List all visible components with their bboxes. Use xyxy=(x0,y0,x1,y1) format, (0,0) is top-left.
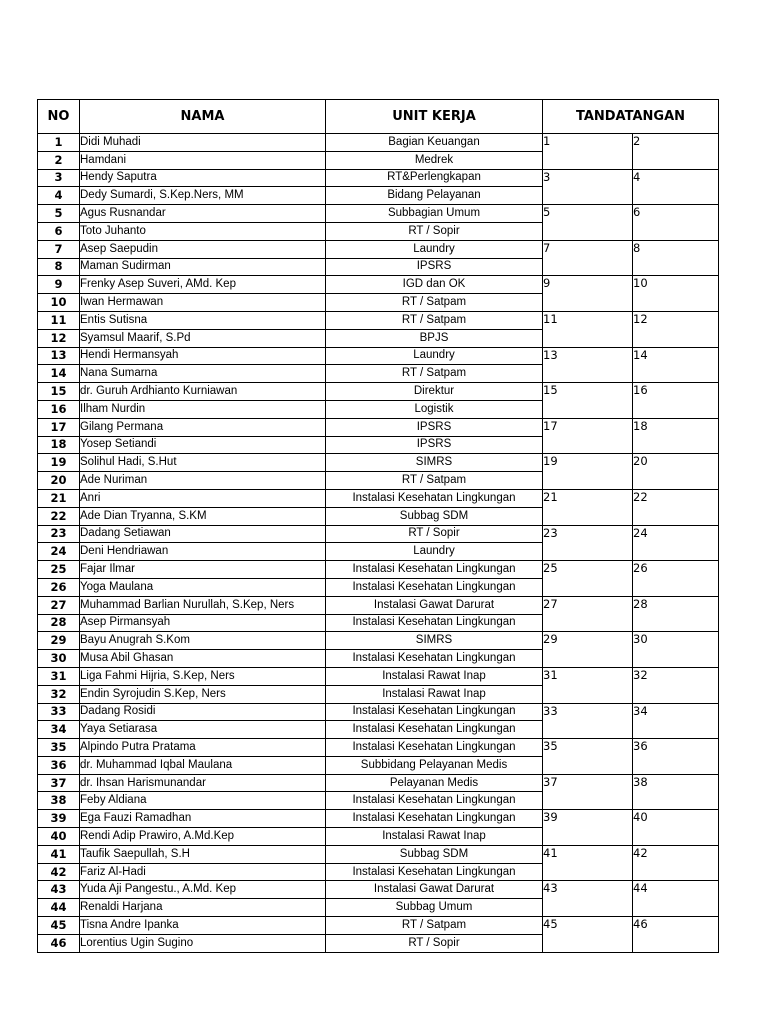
row-number: 19 xyxy=(38,454,80,472)
signature-cell[interactable]: 15 xyxy=(543,383,633,419)
row-name: Dadang Rosidi xyxy=(80,703,326,721)
row-name: Renaldi Harjana xyxy=(80,899,326,917)
signature-cell[interactable]: 40 xyxy=(633,810,719,846)
row-name: Muhammad Barlian Nurullah, S.Kep, Ners xyxy=(80,596,326,614)
row-number: 25 xyxy=(38,561,80,579)
table-row xyxy=(38,134,719,152)
row-number: 20 xyxy=(38,472,80,490)
row-name: Feby Aldiana xyxy=(80,792,326,810)
table-row xyxy=(38,347,719,365)
signature-cell[interactable]: 8 xyxy=(633,240,719,276)
row-number: 1 xyxy=(38,134,80,152)
table-row xyxy=(38,845,719,863)
row-number: 16 xyxy=(38,400,80,418)
signature-cell[interactable]: 29 xyxy=(543,632,633,668)
row-unit-kerja: RT / Sopir xyxy=(326,525,543,543)
signature-cell[interactable]: 22 xyxy=(633,489,719,525)
signature-cell[interactable]: 30 xyxy=(633,632,719,668)
row-unit-kerja: Instalasi Kesehatan Lingkungan xyxy=(326,863,543,881)
row-unit-kerja: Pelayanan Medis xyxy=(326,774,543,792)
signature-cell[interactable]: 16 xyxy=(633,383,719,419)
row-name: Nana Sumarna xyxy=(80,365,326,383)
row-name: Toto Juhanto xyxy=(80,222,326,240)
table-body xyxy=(38,134,719,953)
signature-cell[interactable]: 9 xyxy=(543,276,633,312)
header-unit-kerja: UNIT KERJA xyxy=(326,100,543,134)
header-tandatangan: TANDATANGAN xyxy=(543,100,719,134)
row-unit-kerja: Instalasi Kesehatan Lingkungan xyxy=(326,489,543,507)
row-name: Fariz Al-Hadi xyxy=(80,863,326,881)
row-unit-kerja: Instalasi Kesehatan Lingkungan xyxy=(326,721,543,739)
row-name: Liga Fahmi Hijria, S.Kep, Ners xyxy=(80,667,326,685)
row-number: 46 xyxy=(38,934,80,952)
row-number: 31 xyxy=(38,667,80,685)
signature-cell[interactable]: 28 xyxy=(633,596,719,632)
row-name: Bayu Anugrah S.Kom xyxy=(80,632,326,650)
row-name: Asep Pirmansyah xyxy=(80,614,326,632)
row-unit-kerja: Instalasi Rawat Inap xyxy=(326,828,543,846)
row-number: 12 xyxy=(38,329,80,347)
row-number: 32 xyxy=(38,685,80,703)
row-name: Entis Sutisna xyxy=(80,311,326,329)
row-number: 42 xyxy=(38,863,80,881)
row-name: Tisna Andre Ipanka xyxy=(80,917,326,935)
row-unit-kerja: IPSRS xyxy=(326,436,543,454)
signature-cell[interactable]: 42 xyxy=(633,845,719,881)
row-number: 10 xyxy=(38,294,80,312)
row-number: 8 xyxy=(38,258,80,276)
row-unit-kerja: SIMRS xyxy=(326,454,543,472)
table-row xyxy=(38,632,719,650)
header-no: NO xyxy=(38,100,80,134)
row-name: Musa Abil Ghasan xyxy=(80,650,326,668)
signature-cell[interactable]: 13 xyxy=(543,347,633,383)
row-number: 27 xyxy=(38,596,80,614)
row-name: Didi Muhadi xyxy=(80,134,326,152)
row-unit-kerja: Instalasi Rawat Inap xyxy=(326,667,543,685)
signature-cell[interactable]: 46 xyxy=(633,917,719,953)
table-row xyxy=(38,240,719,258)
row-number: 45 xyxy=(38,917,80,935)
row-unit-kerja: Subbagian Umum xyxy=(326,205,543,223)
row-name: Endin Syrojudin S.Kep, Ners xyxy=(80,685,326,703)
row-unit-kerja: Instalasi Kesehatan Lingkungan xyxy=(326,614,543,632)
row-number: 39 xyxy=(38,810,80,828)
row-name: Hendy Saputra xyxy=(80,169,326,187)
signature-cell[interactable]: 5 xyxy=(543,205,633,241)
row-name: Gilang Permana xyxy=(80,418,326,436)
signature-cell[interactable]: 25 xyxy=(543,561,633,597)
row-name: Asep Saepudin xyxy=(80,240,326,258)
row-name: Anri xyxy=(80,489,326,507)
row-number: 17 xyxy=(38,418,80,436)
row-name: Ilham Nurdin xyxy=(80,400,326,418)
signature-cell[interactable]: 23 xyxy=(543,525,633,561)
row-name: Solihul Hadi, S.Hut xyxy=(80,454,326,472)
row-number: 26 xyxy=(38,578,80,596)
signature-cell[interactable]: 36 xyxy=(633,739,719,775)
row-number: 14 xyxy=(38,365,80,383)
table-row xyxy=(38,810,719,828)
table-row xyxy=(38,881,719,899)
row-number: 7 xyxy=(38,240,80,258)
signature-cell[interactable]: 38 xyxy=(633,774,719,810)
row-name: Deni Hendriawan xyxy=(80,543,326,561)
row-unit-kerja: Logistik xyxy=(326,400,543,418)
row-name: Dadang Setiawan xyxy=(80,525,326,543)
row-name: Lorentius Ugin Sugino xyxy=(80,934,326,952)
row-unit-kerja: Instalasi Kesehatan Lingkungan xyxy=(326,792,543,810)
row-name: Taufik Saepullah, S.H xyxy=(80,845,326,863)
signature-cell[interactable]: 1 xyxy=(543,134,633,170)
signature-cell[interactable]: 18 xyxy=(633,418,719,454)
row-unit-kerja: SIMRS xyxy=(326,632,543,650)
row-number: 3 xyxy=(38,169,80,187)
row-name: Iwan Hermawan xyxy=(80,294,326,312)
row-name: Dedy Sumardi, S.Kep.Ners, MM xyxy=(80,187,326,205)
row-number: 38 xyxy=(38,792,80,810)
row-unit-kerja: Bidang Pelayanan xyxy=(326,187,543,205)
row-number: 36 xyxy=(38,756,80,774)
signature-cell[interactable]: 6 xyxy=(633,205,719,241)
signature-cell[interactable]: 2 xyxy=(633,134,719,170)
row-unit-kerja: RT / Satpam xyxy=(326,365,543,383)
row-unit-kerja: Subbidang Pelayanan Medis xyxy=(326,756,543,774)
row-name: Fajar Ilmar xyxy=(80,561,326,579)
row-unit-kerja: RT / Satpam xyxy=(326,917,543,935)
row-unit-kerja: Subbag SDM xyxy=(326,507,543,525)
row-name: dr. Ihsan Harismunandar xyxy=(80,774,326,792)
row-unit-kerja: Instalasi Gawat Darurat xyxy=(326,881,543,899)
row-unit-kerja: BPJS xyxy=(326,329,543,347)
row-unit-kerja: Instalasi Kesehatan Lingkungan xyxy=(326,810,543,828)
table-row xyxy=(38,489,719,507)
signature-cell[interactable]: 4 xyxy=(633,169,719,205)
table-row xyxy=(38,383,719,401)
row-unit-kerja: RT / Satpam xyxy=(326,294,543,312)
table-row xyxy=(38,667,719,685)
row-unit-kerja: RT / Sopir xyxy=(326,934,543,952)
signature-cell[interactable]: 33 xyxy=(543,703,633,739)
row-name: Yoga Maulana xyxy=(80,578,326,596)
row-number: 41 xyxy=(38,845,80,863)
row-name: Yaya Setiarasa xyxy=(80,721,326,739)
row-number: 33 xyxy=(38,703,80,721)
row-number: 15 xyxy=(38,383,80,401)
row-number: 13 xyxy=(38,347,80,365)
row-number: 40 xyxy=(38,828,80,846)
row-unit-kerja: Laundry xyxy=(326,240,543,258)
signature-cell[interactable]: 21 xyxy=(543,489,633,525)
row-unit-kerja: Subbag SDM xyxy=(326,845,543,863)
table-row xyxy=(38,703,719,721)
row-number: 11 xyxy=(38,311,80,329)
row-number: 24 xyxy=(38,543,80,561)
table-row xyxy=(38,418,719,436)
row-unit-kerja: Instalasi Kesehatan Lingkungan xyxy=(326,703,543,721)
row-name: dr. Muhammad Iqbal Maulana xyxy=(80,756,326,774)
signature-cell[interactable]: 31 xyxy=(543,667,633,703)
attendance-table xyxy=(37,99,719,953)
row-unit-kerja: Instalasi Kesehatan Lingkungan xyxy=(326,561,543,579)
row-unit-kerja: Laundry xyxy=(326,347,543,365)
row-unit-kerja: Instalasi Kesehatan Lingkungan xyxy=(326,739,543,757)
table-row xyxy=(38,454,719,472)
row-name: Yosep Setiandi xyxy=(80,436,326,454)
signature-cell[interactable]: 10 xyxy=(633,276,719,312)
row-name: Alpindo Putra Pratama xyxy=(80,739,326,757)
row-number: 34 xyxy=(38,721,80,739)
row-number: 18 xyxy=(38,436,80,454)
signature-cell[interactable]: 35 xyxy=(543,739,633,775)
row-number: 30 xyxy=(38,650,80,668)
table-row xyxy=(38,561,719,579)
table-row xyxy=(38,276,719,294)
row-unit-kerja: Bagian Keuangan xyxy=(326,134,543,152)
signature-cell[interactable]: 34 xyxy=(633,703,719,739)
signature-cell[interactable]: 14 xyxy=(633,347,719,383)
row-unit-kerja: Instalasi Kesehatan Lingkungan xyxy=(326,650,543,668)
row-unit-kerja: Medrek xyxy=(326,151,543,169)
row-number: 21 xyxy=(38,489,80,507)
row-unit-kerja: RT / Satpam xyxy=(326,311,543,329)
row-name: Maman Sudirman xyxy=(80,258,326,276)
row-unit-kerja: RT / Sopir xyxy=(326,222,543,240)
table-row xyxy=(38,525,719,543)
row-unit-kerja: IPSRS xyxy=(326,258,543,276)
row-number: 2 xyxy=(38,151,80,169)
row-unit-kerja: Instalasi Gawat Darurat xyxy=(326,596,543,614)
signature-cell[interactable]: 26 xyxy=(633,561,719,597)
row-name: dr. Guruh Ardhianto Kurniawan xyxy=(80,383,326,401)
signature-cell[interactable]: 41 xyxy=(543,845,633,881)
signature-cell[interactable]: 32 xyxy=(633,667,719,703)
row-name: Agus Rusnandar xyxy=(80,205,326,223)
signature-cell[interactable]: 17 xyxy=(543,418,633,454)
row-number: 28 xyxy=(38,614,80,632)
row-number: 9 xyxy=(38,276,80,294)
row-name: Rendi Adip Prawiro, A.Md.Kep xyxy=(80,828,326,846)
row-number: 37 xyxy=(38,774,80,792)
table-row xyxy=(38,169,719,187)
row-number: 5 xyxy=(38,205,80,223)
row-name: Yuda Aji Pangestu., A.Md. Kep xyxy=(80,881,326,899)
row-number: 4 xyxy=(38,187,80,205)
table-row xyxy=(38,917,719,935)
header-row xyxy=(38,100,719,134)
row-name: Ade Nuriman xyxy=(80,472,326,490)
row-unit-kerja: IPSRS xyxy=(326,418,543,436)
row-name: Hamdani xyxy=(80,151,326,169)
row-unit-kerja: RT / Satpam xyxy=(326,472,543,490)
row-name: Ega Fauzi Ramadhan xyxy=(80,810,326,828)
table-row xyxy=(38,205,719,223)
row-name: Syamsul Maarif, S.Pd xyxy=(80,329,326,347)
row-unit-kerja: IGD dan OK xyxy=(326,276,543,294)
signature-cell[interactable]: 19 xyxy=(543,454,633,490)
signature-cell[interactable]: 37 xyxy=(543,774,633,810)
signature-cell[interactable]: 20 xyxy=(633,454,719,490)
table-row xyxy=(38,596,719,614)
row-unit-kerja: Direktur xyxy=(326,383,543,401)
row-unit-kerja: Instalasi Kesehatan Lingkungan xyxy=(326,578,543,596)
row-unit-kerja: Subbag Umum xyxy=(326,899,543,917)
signature-cell[interactable]: 44 xyxy=(633,881,719,917)
signature-cell[interactable]: 3 xyxy=(543,169,633,205)
signature-cell[interactable]: 43 xyxy=(543,881,633,917)
row-number: 35 xyxy=(38,739,80,757)
signature-cell[interactable]: 27 xyxy=(543,596,633,632)
row-name: Hendi Hermansyah xyxy=(80,347,326,365)
signature-cell[interactable]: 7 xyxy=(543,240,633,276)
signature-cell[interactable]: 12 xyxy=(633,311,719,347)
signature-cell[interactable]: 11 xyxy=(543,311,633,347)
table-row xyxy=(38,774,719,792)
signature-cell[interactable]: 45 xyxy=(543,917,633,953)
header-nama: NAMA xyxy=(80,100,326,134)
row-number: 29 xyxy=(38,632,80,650)
row-unit-kerja: RT&Perlengkapan xyxy=(326,169,543,187)
row-number: 23 xyxy=(38,525,80,543)
signature-cell[interactable]: 39 xyxy=(543,810,633,846)
row-number: 22 xyxy=(38,507,80,525)
row-unit-kerja: Laundry xyxy=(326,543,543,561)
row-name: Ade Dian Tryanna, S.KM xyxy=(80,507,326,525)
row-number: 44 xyxy=(38,899,80,917)
row-number: 43 xyxy=(38,881,80,899)
signature-cell[interactable]: 24 xyxy=(633,525,719,561)
row-number: 6 xyxy=(38,222,80,240)
table-row xyxy=(38,311,719,329)
table-row xyxy=(38,739,719,757)
row-name: Frenky Asep Suveri, AMd. Kep xyxy=(80,276,326,294)
row-unit-kerja: Instalasi Rawat Inap xyxy=(326,685,543,703)
